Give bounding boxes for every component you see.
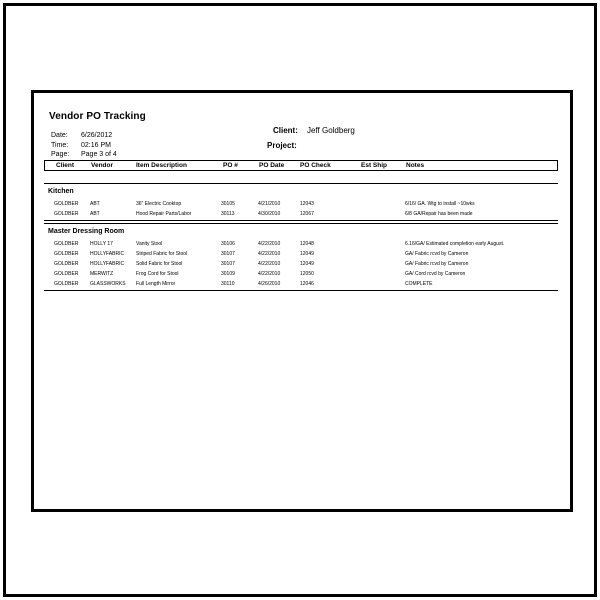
cell-client: GOLDBER <box>54 281 79 287</box>
cell-vendor: ABT <box>90 211 100 217</box>
cell-po-number: 30109 <box>221 271 235 277</box>
column-header-est-ship: Est Ship <box>361 162 388 169</box>
cell-notes: COMPLETE <box>405 281 433 287</box>
cell-client: GOLDBER <box>54 261 79 267</box>
cell-po-date: 4/22/2010 <box>258 251 281 257</box>
cell-po-check: 12050 <box>300 271 314 277</box>
cell-notes: GA/ Cord rcvd by Cameron <box>405 271 466 277</box>
cell-po-date: 4/30/2010 <box>258 211 281 217</box>
cell-item-description: Full Length Mirror <box>136 281 176 287</box>
cell-client: GOLDBER <box>54 211 79 217</box>
cell-vendor: GLASSWORKS <box>90 281 126 287</box>
column-header-row <box>44 160 558 171</box>
cell-po-check: 12049 <box>300 261 314 267</box>
cell-item-description: 36" Electric Cooktop <box>136 201 182 207</box>
cell-vendor: HOLLYFABRIC <box>90 251 125 257</box>
cell-vendor: ABT <box>90 201 100 207</box>
cell-po-date: 4/22/2010 <box>258 261 281 267</box>
cell-po-check: 12046 <box>300 281 314 287</box>
cell-po-number: 30107 <box>221 261 235 267</box>
section-title-master-dressing-room: Master Dressing Room <box>48 228 125 235</box>
cell-po-number: 30110 <box>221 281 235 287</box>
cell-po-date: 4/22/2010 <box>258 271 281 277</box>
section-divider <box>44 220 558 224</box>
cell-po-check: 12049 <box>300 251 314 257</box>
time-label: Time: <box>51 142 69 149</box>
cell-vendor: MERWITZ <box>90 271 114 277</box>
date-label: Date: <box>51 132 68 139</box>
page-number: Page 3 of 4 <box>81 151 117 158</box>
cell-po-check: 12048 <box>300 241 314 247</box>
cell-po-date: 4/26/2010 <box>258 281 281 287</box>
cell-po-date: 4/22/2010 <box>258 241 281 247</box>
cell-notes: 6.16/GA/ Estimated completion early August. <box>405 241 505 247</box>
cell-item-description: Vanity Stool <box>136 241 163 247</box>
cell-po-date: 4/21/2010 <box>258 201 281 207</box>
cell-item-description: Hood Repair Parts/Labor <box>136 211 192 217</box>
cell-vendor: HOLLYFABRIC <box>90 261 125 267</box>
column-header-po-check: PO Check <box>300 162 331 169</box>
cell-po-check: 12043 <box>300 201 314 207</box>
section-divider <box>44 290 558 291</box>
project-label: Project: <box>267 141 297 150</box>
cell-item-description: Striped Fabric for Stool <box>136 251 188 257</box>
cell-notes: 6/16/ GA. Wtg to install ~10wks <box>405 201 475 207</box>
section-divider <box>44 183 558 184</box>
column-header-notes: Notes <box>406 162 425 169</box>
cell-item-description: Frog Cord for Stool <box>136 271 179 277</box>
column-header-po-date: PO Date <box>259 162 285 169</box>
cell-vendor: HOLLY 17 <box>90 241 113 247</box>
client-value: Jeff Goldberg <box>307 126 355 135</box>
client-label: Client: <box>273 126 298 135</box>
cell-client: GOLDBER <box>54 251 79 257</box>
cell-client: GOLDBER <box>54 201 79 207</box>
cell-client: GOLDBER <box>54 241 79 247</box>
section-title-kitchen: Kitchen <box>48 188 74 195</box>
column-header-po-number: PO # <box>223 162 238 169</box>
cell-po-number: 30105 <box>221 201 235 207</box>
column-header-item-description: Item Description <box>136 162 187 169</box>
report-title: Vendor PO Tracking <box>49 111 146 122</box>
cell-notes: 6/8 GA/Repair has been made <box>405 211 473 217</box>
cell-notes: GA/ Fabric rcvd by Cameron <box>405 261 469 267</box>
time-value: 02:16 PM <box>81 142 111 149</box>
cell-po-check: 12067 <box>300 211 314 217</box>
column-header-client: Client <box>56 162 75 169</box>
cell-po-number: 30106 <box>221 241 235 247</box>
cell-notes: GA/ Fabric rcvd by Cameron <box>405 251 469 257</box>
cell-item-description: Solid Fabric for Stool <box>136 261 183 267</box>
column-header-vendor: Vendor <box>91 162 114 169</box>
cell-po-number: 30107 <box>221 251 235 257</box>
date-value: 6/26/2012 <box>81 132 113 139</box>
cell-client: GOLDBER <box>54 271 79 277</box>
page-label: Page: <box>51 151 70 158</box>
report-page <box>31 90 573 512</box>
cell-po-number: 30113 <box>221 211 235 217</box>
